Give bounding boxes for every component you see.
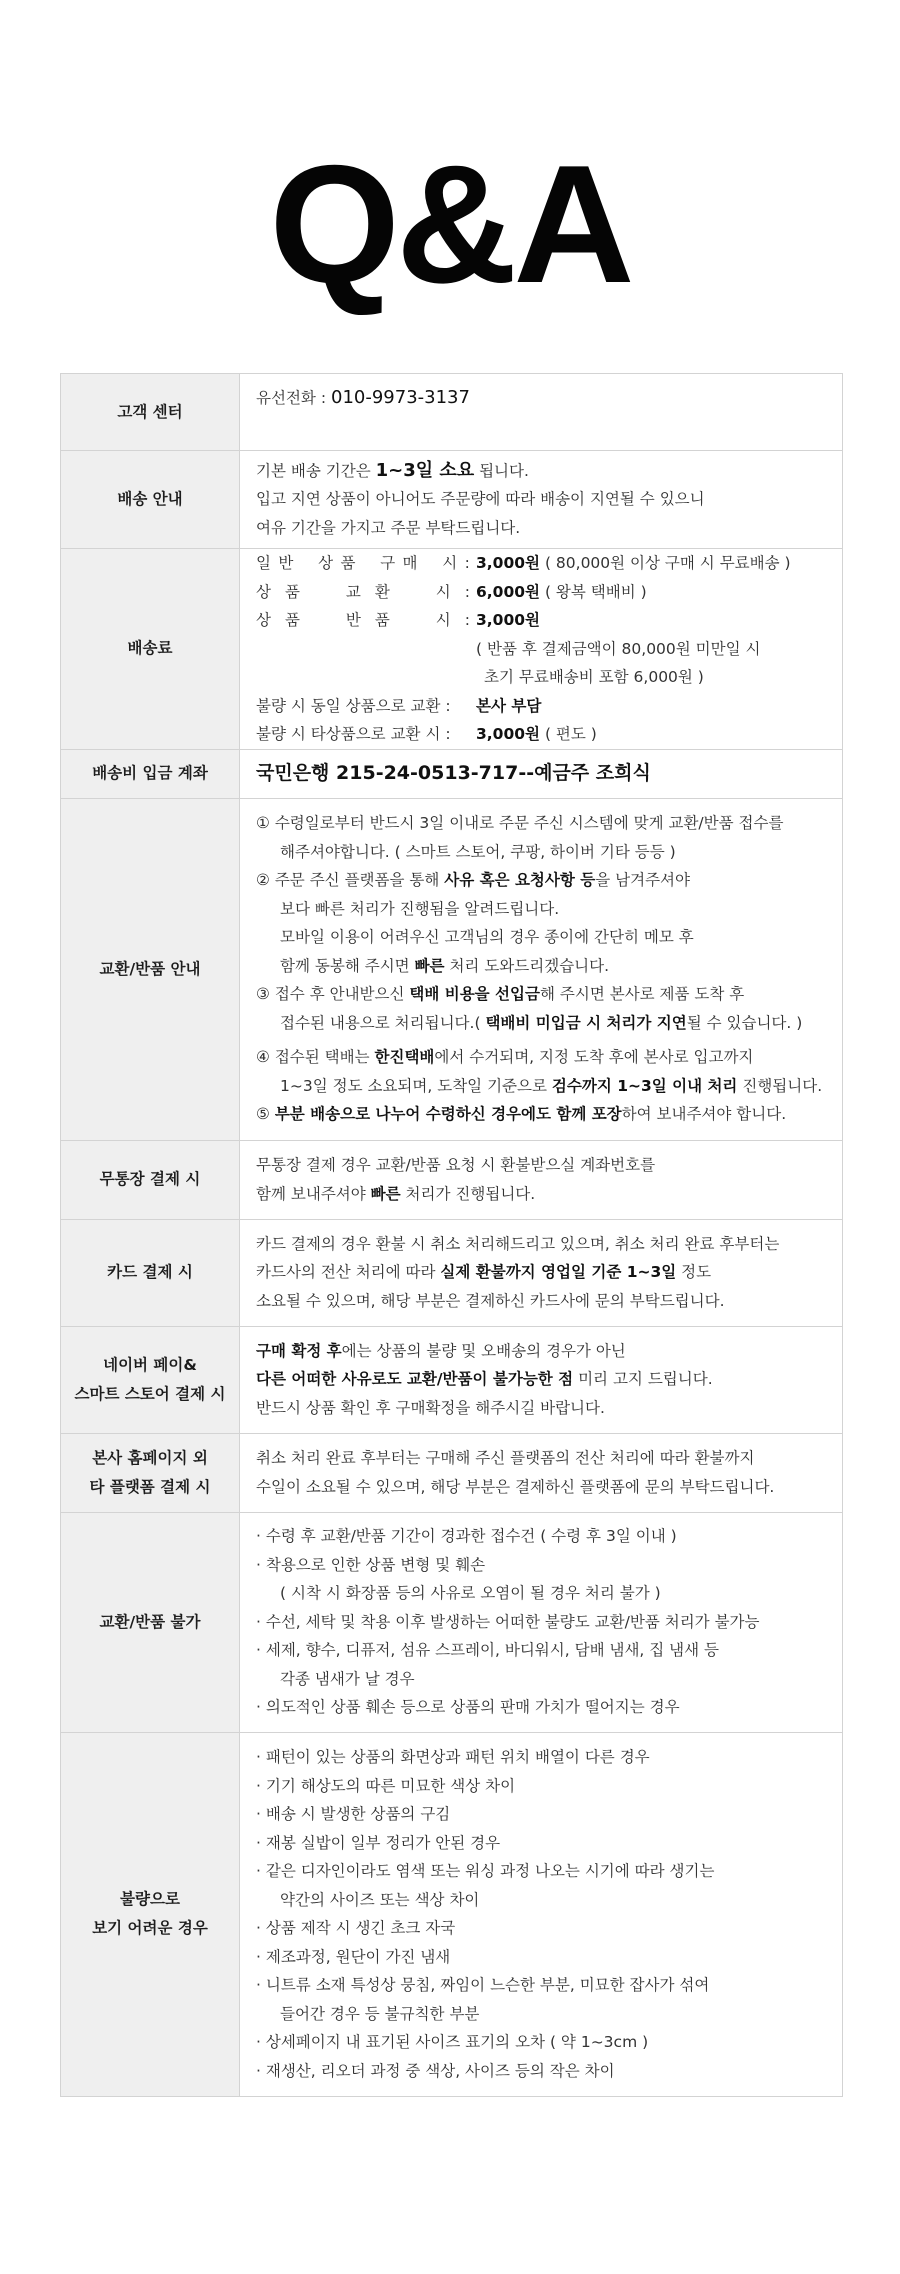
list-item: · 기기 해상도의 따른 미묘한 색상 차이 xyxy=(256,1776,516,1795)
list-item: 각종 냄새가 날 경우 xyxy=(280,1669,415,1688)
row-no-exchange xyxy=(61,1512,843,1732)
list-item: · 재봉 실밥이 일부 정리가 안된 경우 xyxy=(256,1833,501,1852)
row-content: 카드 결제의 경우 환불 시 취소 처리해드리고 있으며, 취소 처리 완료 후부터는 카드사의 전산 처리에 따라 실제 환불까지 영업일 기준 1~3일 정도 소요될 수 있으며, 해당 부분은 결제하신 카드사에 문의 부탁드립니다. xyxy=(240,1219,843,1326)
page-title: Q&A xyxy=(269,130,631,318)
row-content: ① 수령일로부터 반드시 3일 이내로 주문 주신 시스템에 맞게 교환/반품 접수를 해주셔야합니다. ( 스마트 스토어, 쿠팡, 하이버 기타 등등 ) ② 주문 주신 플랫폼을 통해 사유 혹은 요청사항 등을 남겨주셔야 보다 빠른 처리가 진행됨을 알려드립니다. 모바일 이용이 어려우신 고객님의 경우 종이에 간단히 메모 후 함께 동봉해 주시면 빠른 처리 도와드리겠습니다. ③ 접수 후 안내받으신 택배 비용을 선입금해 주시면 본사로 제품 도착 후 접수된 내용으로 처리됩니다.( 택배비 미입금 시 처리가 지연될 수 있습니다. ) ④ 접수된 택배는 한진택배에서 수거되며, 지정 도착 후에 본사로 입고까지 1~3일 정도 소요되며, 도착일 기준으로 검수까지 1~3일 이내 처리 진행됩니다. ⑤ 부분 배송으로 나누어 수령하신 경우에도 함께 포장하여 보내주셔야 합니다. xyxy=(240,798,843,1140)
list-item: ( 시착 시 화장품 등의 사유로 오염이 될 경우 처리 불가 ) xyxy=(280,1584,661,1603)
list-item: · 패턴이 있는 상품의 화면상과 패턴 위치 배열이 다른 경우 xyxy=(256,1748,650,1766)
fee-key-purchase: 일 반 상 품 구 매 시 : xyxy=(256,554,470,572)
phone-label: 유선전화 xyxy=(256,389,316,407)
fee-key-return: 상 품 반 품 시 : xyxy=(256,611,470,629)
row-content xyxy=(240,749,843,798)
list-item: · 의도적인 상품 훼손 등으로 상품의 판매 가치가 떨어지는 경우 xyxy=(256,1698,680,1717)
row-content xyxy=(240,374,843,451)
list-item: · 니트류 소재 특성상 뭉침, 짜임이 느슨한 부분, 미묘한 잡사가 섞여 xyxy=(256,1976,710,1994)
row-label: 고객 센터 xyxy=(61,374,240,451)
row-label: 카드 결제 시 xyxy=(61,1219,240,1326)
row-label: 배송 안내 xyxy=(61,451,240,549)
row-exchange-guide xyxy=(61,798,843,1140)
row-bank-transfer xyxy=(61,1140,843,1219)
list-item: · 제조과정, 원단이 가진 냄새 xyxy=(256,1947,451,1966)
phone-value: 010-9973-3137 xyxy=(331,387,470,408)
list-item: · 수선, 세탁 및 착용 이후 발생하는 어떠한 불량도 교환/반품 처리가 불가능 xyxy=(256,1612,760,1631)
row-content: 무통장 결제 경우 교환/반품 요청 시 환불받으실 계좌번호를 함께 보내주셔야 빠른 처리가 진행됩니다. xyxy=(240,1140,843,1219)
list-item: · 수령 후 교환/반품 기간이 경과한 접수건 ( 수령 후 3일 이내 ) xyxy=(256,1527,677,1546)
row-customer-center xyxy=(61,374,843,451)
list-item: · 상세페이지 내 표기된 사이즈 표기의 오차 ( 약 1~3cm ) xyxy=(256,2033,649,2051)
list-item: · 세제, 향수, 디퓨저, 섬유 스프레이, 바디워시, 담배 냄새, 집 냄새 등 xyxy=(256,1641,720,1660)
fee-grid: 일 반 상 품 구 매 시 : 3,000원 ( 80,000원 이상 구매 시 무료배송 ) 상 품 교 환 시 : 6,000원 ( 왕복 택배비 ) 상 품 반 품 시 : 3,000원 ( 반품 후 결제금액이 80,000원 미만일 시 초기 무료배송비 포함 6,000원 ) 불량 시 동일 상품으로 교환 : 본사 부담 불량 시 타상품으로 교환 시 : 3,000원 ( 편도 ) xyxy=(256,549,828,749)
row-label: 무통장 결제 시 xyxy=(61,1140,240,1219)
list-item: 들어간 경우 등 불규칙한 부분 xyxy=(280,2004,480,2023)
list-item: 약간의 사이즈 또는 색상 차이 xyxy=(280,1890,480,1909)
row-content xyxy=(240,549,843,750)
list-item: · 상품 제작 시 생긴 초크 자국 xyxy=(256,1919,456,1937)
row-label: 배송료 xyxy=(61,549,240,750)
row-label: 교환/반품 안내 xyxy=(61,798,240,1140)
row-content xyxy=(240,1512,843,1732)
row-label: 배송비 입금 계좌 xyxy=(61,749,240,798)
row-label: 불량으로 보기 어려운 경우 xyxy=(61,1732,240,2096)
row-card-payment xyxy=(61,1219,843,1326)
fee-key-exchange: 상 품 교 환 시 : xyxy=(256,582,470,601)
row-content xyxy=(240,1732,843,2096)
list-item: · 배송 시 발생한 상품의 구김 xyxy=(256,1805,451,1823)
list-item: · 착용으로 인한 상품 변형 및 훼손 xyxy=(256,1555,486,1574)
row-bank-account xyxy=(61,749,843,798)
qa-table xyxy=(60,373,843,2097)
row-content: 취소 처리 완료 후부터는 구매해 주신 플랫폼의 전산 처리에 따라 환불까지 수일이 소요될 수 있으며, 해당 부분은 결제하신 플랫폼에 문의 부탁드립니다. xyxy=(240,1433,843,1512)
row-not-defect xyxy=(61,1732,843,2096)
row-naver-pay xyxy=(61,1326,843,1433)
row-content: 구매 확정 후에는 상품의 불량 및 오배송의 경우가 아닌 다른 어떠한 사유로도 교환/반품이 불가능한 점 미리 고지 드립니다. 반드시 상품 확인 후 구매확정을 해주시길 바랍니다. xyxy=(240,1326,843,1433)
row-shipping-fee xyxy=(61,549,843,750)
list-item: · 같은 디자인이라도 염색 또는 워싱 과정 나오는 시기에 따라 생기는 xyxy=(256,1862,715,1880)
row-label: 본사 홈페이지 외 타 플랫폼 결제 시 xyxy=(61,1433,240,1512)
row-label: 네이버 페이& 스마트 스토어 결제 시 xyxy=(61,1326,240,1433)
row-label: 교환/반품 불가 xyxy=(61,1512,240,1732)
row-other-platform xyxy=(61,1433,843,1512)
account-number: 국민은행 215-24-0513-717--예금주 조희식 xyxy=(256,762,651,785)
row-content: 기본 배송 기간은 1~3일 소요 됩니다. 입고 지연 상품이 아니어도 주문량에 따라 배송이 지연될 수 있으니 여유 기간을 가지고 주문 부탁드립니다. xyxy=(240,451,843,549)
phone-line: 유선전화 : 010-9973-3137 xyxy=(256,387,470,408)
list-item: · 재생산, 리오더 과정 중 색상, 사이즈 등의 작은 차이 xyxy=(256,2061,615,2080)
row-shipping-info xyxy=(61,451,843,549)
